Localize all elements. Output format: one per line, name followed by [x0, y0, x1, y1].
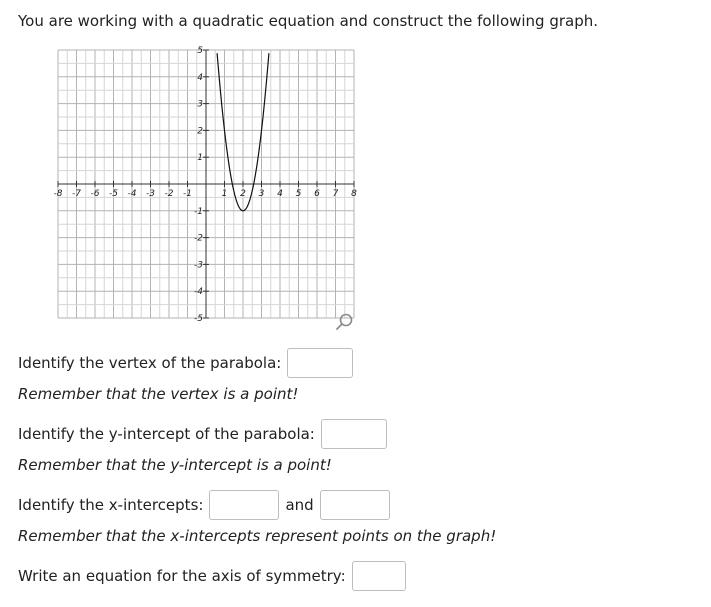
x-tick-label: 6 — [314, 189, 320, 199]
y-tick-label: 3 — [197, 99, 203, 110]
vertex-label: Identify the vertex of the parabola: — [18, 354, 282, 372]
x-tick-label: 5 — [295, 189, 302, 199]
x-intercept-input-2[interactable] — [320, 490, 390, 520]
x-tick-label: -1 — [183, 189, 192, 199]
x-tick-label: -6 — [90, 189, 100, 199]
y-tick-label: -3 — [194, 260, 203, 271]
x-intercepts-hint: Remember that the x-intercepts represent points on the graph! — [18, 527, 497, 545]
x-tick-label: -2 — [164, 189, 174, 199]
x-tick-label: 7 — [332, 189, 339, 199]
x-intercept-input-1[interactable] — [209, 490, 279, 520]
x-tick-label: -4 — [127, 189, 137, 199]
axis-symmetry-question — [18, 559, 406, 593]
and-label: and — [285, 496, 314, 514]
x-tick-label: 2 — [240, 189, 246, 199]
x-tick-label: -5 — [109, 189, 118, 199]
y-tick-label: 4 — [197, 72, 203, 83]
x-tick-label: -8 — [53, 189, 63, 199]
y-intercept-question — [18, 417, 387, 475]
y-tick-label: -5 — [194, 314, 203, 322]
y-intercept-input[interactable] — [321, 419, 387, 449]
x-tick-label: 1 — [221, 189, 228, 199]
y-tick-label: -1 — [194, 206, 203, 217]
axis-symmetry-input[interactable] — [352, 561, 406, 591]
x-tick-label: 4 — [277, 189, 283, 199]
x-tick-label: -7 — [72, 189, 81, 199]
axis-symmetry-label: Write an equation for the axis of symmetry: — [18, 567, 346, 585]
y-tick-label: 2 — [197, 126, 203, 137]
intro-text: You are working with a quadratic equation and construct the following graph. — [18, 12, 599, 30]
y-tick-label: -4 — [194, 287, 203, 298]
parabola-graph[interactable] — [52, 46, 360, 322]
vertex-input[interactable] — [287, 348, 353, 378]
graph-svg — [52, 46, 360, 322]
y-tick-label: 1 — [197, 153, 203, 164]
y-intercept-label: Identify the y-intercept of the parabola: — [18, 425, 315, 443]
vertex-hint: Remember that the vertex is a point! — [18, 385, 299, 403]
y-intercept-hint: Remember that the y-intercept is a point! — [18, 456, 332, 474]
x-tick-label: 3 — [258, 189, 265, 199]
x-intercepts-label: Identify the x-intercepts: — [18, 496, 204, 514]
x-tick-label: -3 — [146, 189, 155, 199]
x-intercepts-question — [18, 488, 496, 546]
vertex-question — [18, 346, 353, 404]
y-tick-label: 5 — [197, 46, 203, 56]
x-tick-label: 8 — [351, 189, 357, 199]
magnifier-icon[interactable] — [333, 311, 355, 333]
y-tick-label: -2 — [194, 233, 203, 244]
